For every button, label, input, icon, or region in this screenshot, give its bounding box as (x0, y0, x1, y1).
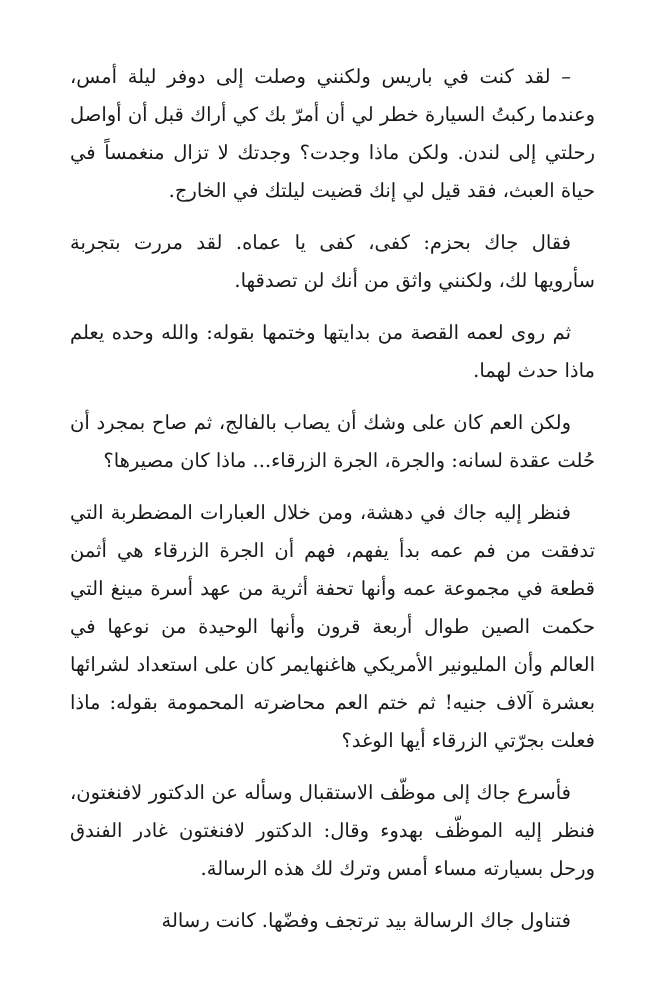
paragraph-2: فقال جاك بحزم: كفى، كفى يا عماه. لقد مررت بتجربة سأرويها لك، ولكنني واثق من أنك لن تصدقها. (70, 231, 595, 292)
paragraph-4: ولكن العم كان على وشك أن يصاب بالفالج، ثم صاح بمجرد أن حُلت عقدة لسانه: والجرة، الجرة الزرقاء... ماذا كان مصيرها؟ (70, 411, 595, 472)
paragraph-1: – لقد كنت في باريس ولكنني وصلت إلى دوفر ليلة أمس، وعندما ركبتُ السيارة خطر لي أن أمرّ بك كي أراك قبل أن أواصل رحلتي إلى لندن. ولكن ماذا وجدت؟ وجدتك لا تزال منغمساً في حياة العبث، فقد قيل لي إنك قضيت ليلتك في الخارج. (70, 65, 595, 202)
paragraph-7: فتناول جاك الرسالة بيد ترتجف وفضّها. كانت رسالة (161, 909, 571, 932)
paragraph-5: فنظر إليه جاك في دهشة، ومن خلال العبارات المضطربة التي تدفقت من فم عمه بدأ يفهم، فهم أن الجرة الزرقاء هي أثمن قطعة في مجموعة عمه وأنها تحفة أثرية من عهد أسرة مينغ التي حكمت الصين طوال أربعة قرون وأنها الوحيدة من نوعها في العالم وأن المليونير الأمريكي هاغنهايمر كان على استعداد لشرائها بعشرة آلاف جنيه! ثم ختم العم محاضرته المحمومة بقوله: ماذا فعلت بجرّتي الزرقاء أيها الوغد؟ (70, 501, 595, 752)
paragraph-6: فأسرع جاك إلى موظّف الاستقبال وسأله عن الدكتور لافنغتون، فنظر إليه الموظّف بهدوء وقال: الدكتور لافنغتون غادر الفندق ورحل بسيارته مساء أمس وترك لك هذه الرسالة. (70, 781, 595, 880)
paragraph-3: ثم روى لعمه القصة من بدايتها وختمها بقوله: والله وحده يعلم ماذا حدث لهما. (70, 321, 595, 382)
